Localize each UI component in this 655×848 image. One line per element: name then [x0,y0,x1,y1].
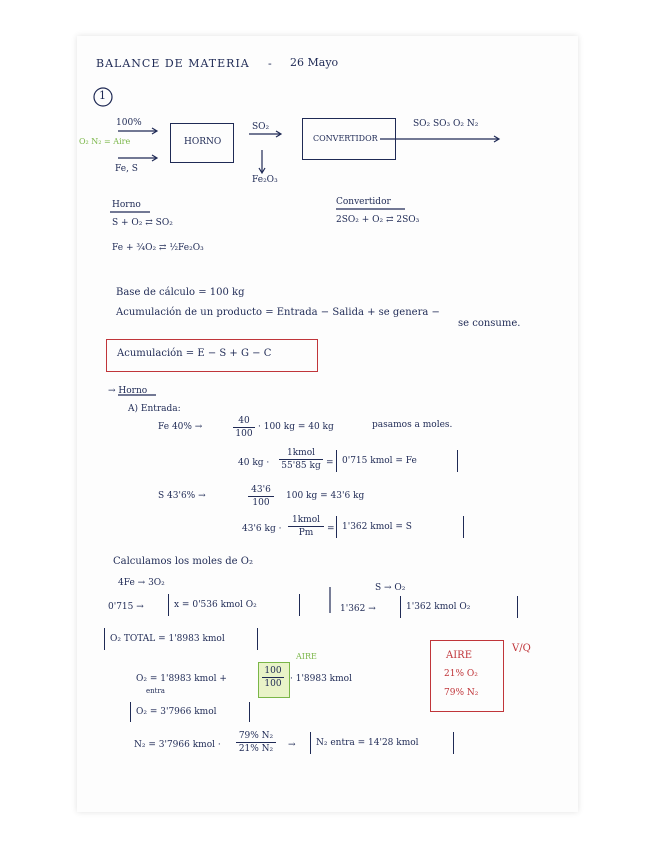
equals-sign-1: = [326,458,334,468]
fe-o2-ratio: 4Fe → 3O₂ [118,578,165,588]
vio-mark: V/Q [512,643,531,654]
page-date: 26 Mayo [290,56,339,69]
moles-note: pasamos a moles. [372,420,453,430]
n2-result: N₂ entra = 14'28 kmol [316,738,419,748]
horno-reaction-1: S + O₂ ⇄ SO₂ [112,218,173,228]
feed-solids: Fe, S [115,164,138,174]
convertidor-label: CONVERTIDOR [313,134,378,143]
convertidor-reaction-title: Convertidor [336,197,391,207]
horno-reaction-title: Horno [112,200,141,210]
fe-kg: 40 kg · [238,458,270,468]
x-o2-result: x = 0'536 kmol O₂ [174,600,257,610]
horno-label: HORNO [184,137,222,147]
base-calculo: Base de cálculo = 100 kg [116,287,245,298]
s-percent: S 43'6% → [158,491,206,501]
s-kg: 43'6 kg · [242,524,282,534]
so2-stream-label: SO₂ [252,122,270,132]
aire-note: AIRE [296,652,317,661]
aire-n2: 79% N₂ [444,688,479,698]
title-dash: - [268,57,272,70]
convertidor-reaction-1: 2SO₂ + O₂ ⇄ 2SO₃ [336,215,420,225]
equals-sign-2: = [327,524,335,534]
s-o2-ratio: S → O₂ [375,583,406,593]
hundred-fraction: 100 100 [262,666,284,689]
accumulation-equation: Acumulación = E − S + G − C [117,348,272,359]
fe-percent: Fe 40% → [158,422,203,432]
o2-calc-title: Calculamos los moles de O₂ [113,556,253,567]
s-mass-result: 100 kg = 43'6 kg [286,491,365,501]
o2-times: · 1'8983 kmol [290,674,352,684]
fe-o2-start: 0'715 → [108,602,144,612]
feed-air-label: O₂ N₂ = Aire [79,137,131,146]
n2-eq: N₂ = 3'7966 kmol · [134,740,221,750]
accumulation-definition: Acumulación de un producto = Entrada − Salida + se genera − [116,307,440,318]
s-mol-fraction: 1kmol Pm [288,515,324,538]
s-o2-start: 1'362 → [340,604,376,614]
section-entrada: A) Entrada: [128,404,181,414]
problem-number: 1 [99,89,106,102]
feed-percent: 100% [116,118,142,128]
aire-o2: 21% O₂ [444,669,478,679]
fe2o3-label: Fe₂O₃ [252,175,278,185]
fe-mass-result: · 100 kg = 40 kg [258,422,334,432]
section-horno: → Horno [108,386,148,396]
s-mol-result: 1'362 kmol = S [342,522,412,532]
o2-entra-eq: O₂ = 1'8983 kmol + [136,674,227,684]
products-label: SO₂ SO₃ O₂ N₂ [413,119,479,129]
s-fraction: 43'6 100 [248,485,274,508]
fe-fraction: 40 100 [233,416,255,439]
o2-total: O₂ TOTAL = 1'8983 kmol [110,634,225,644]
s-o2-result: 1'362 kmol O₂ [406,602,471,612]
fe-mol-fraction: 1kmol 55'85 kg [279,448,323,471]
aire-box-title: AIRE [446,650,473,661]
o2-result: O₂ = 3'7966 kmol [136,707,217,717]
o2-entra-sub: entra [146,687,165,695]
arrow-to-n2: → [288,740,296,750]
n2-fraction: 79% N₂ 21% N₂ [236,731,276,754]
fe-mol-result: 0'715 kmol = Fe [342,456,417,466]
accumulation-definition-cont: se consume. [458,318,521,329]
horno-reaction-2: Fe + ¾O₂ ⇄ ½Fe₂O₃ [112,243,204,253]
page-title: BALANCE DE MATERIA [96,57,250,70]
